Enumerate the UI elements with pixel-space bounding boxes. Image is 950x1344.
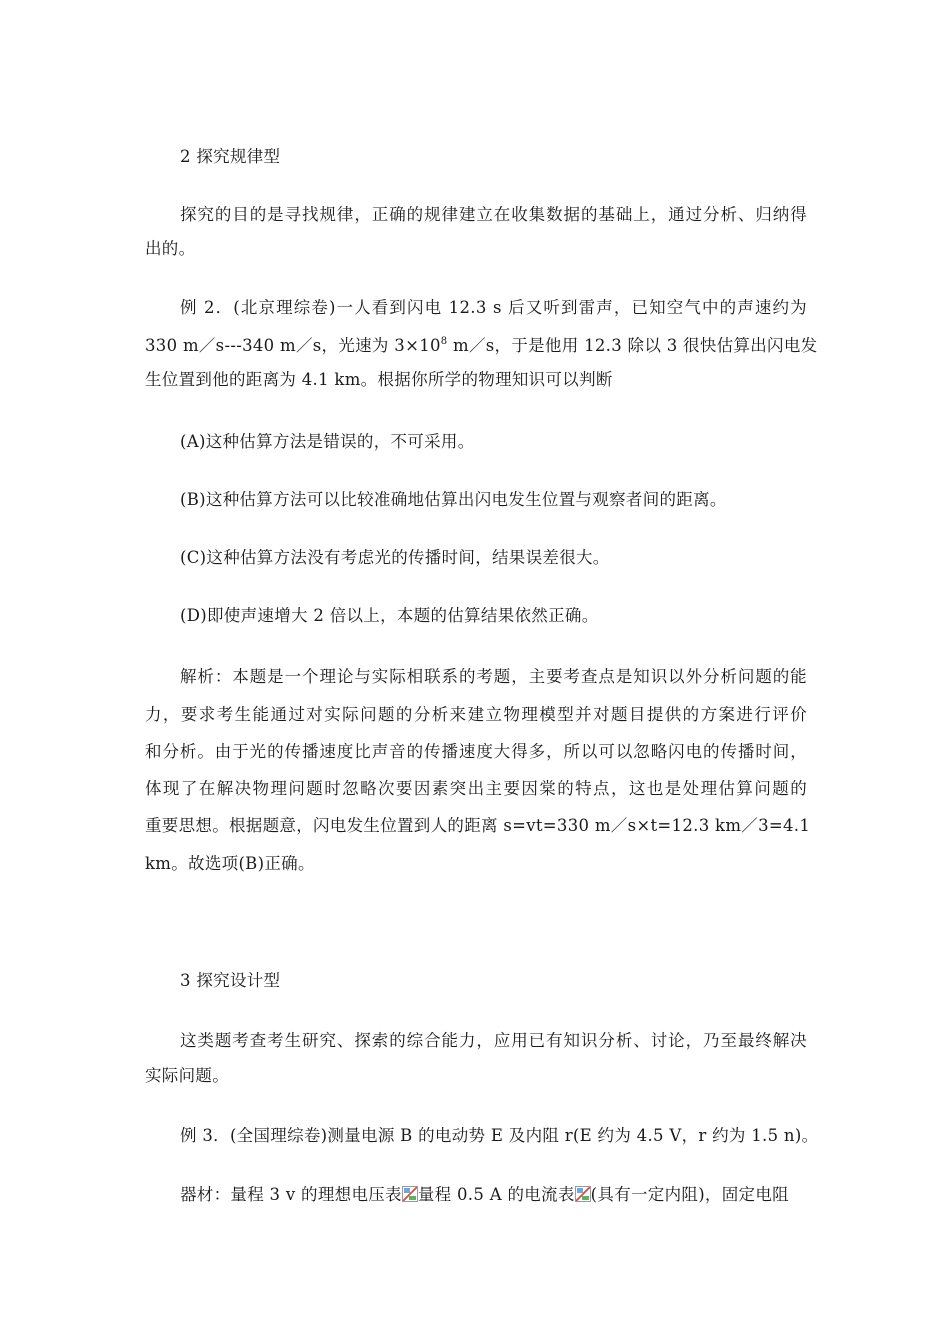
section-3-intro-line-2: 实际问题。	[145, 1066, 229, 1085]
section-3-heading: 3 探究设计型	[180, 971, 281, 990]
section-2-heading: 2 探究规律型	[180, 147, 281, 166]
option-c: (C)这种估算方法没有考虑光的传播时间，结果误差很大。	[180, 548, 610, 567]
option-b: (B)这种估算方法可以比较准确地估算出闪电发生位置与观察者间的距离。	[180, 490, 727, 509]
exponent: 8	[440, 336, 448, 347]
example-3-line-2: 器材：量程 3 v 的理想电压表 量程 0.5 A 的电流表 (具有一定内阻)，固定电阻	[180, 1185, 789, 1204]
analysis-line-1: 解析：本题是一个理论与实际相联系的考题，主要考查点是知识以外分析问题的能	[180, 667, 807, 686]
example-2-line-1: 例 2．(北京理综卷)一人看到闪电 12.3 s 后又听到雷声，已知空气中的声速约为	[180, 298, 807, 317]
analysis-line-3: 和分析。由于光的传播速度比声音的传播速度大得多，所以可以忽略闪电的传播时间，	[145, 742, 807, 761]
ammeter-image-icon	[575, 1186, 591, 1202]
example-3-line-1: 例 3．(全国理综卷)测量电源 B 的电动势 E 及内阻 r(E 约为 4.5 V，r 约为 1.5 n)。	[180, 1126, 819, 1145]
analysis-line-5: 重要思想。根据题意，闪电发生位置到人的距离 s=vt=330 m／s×t=12.3 km／3=4.1	[145, 816, 811, 835]
analysis-line-4: 体现了在解决物理问题时忽略次要因素突出主要因棠的特点，这也是处理估算问题的	[145, 779, 807, 798]
analysis-line-2: 力，要求考生能通过对实际问题的分析来建立物理模型并对题目提供的方案进行评价	[145, 705, 807, 724]
option-a: (A)这种估算方法是错误的，不可采用。	[180, 432, 475, 451]
section-2-intro-line-1: 探究的目的是寻找规律，正确的规律建立在收集数据的基础上，通过分析、归纳得	[180, 205, 807, 224]
section-2-intro-line-2: 出的。	[145, 239, 196, 258]
example-2-line-2: 330 m／s---340 m／s，光速为 $3\times 10^8$ m／s，于是他用 12.3 除以 3 很快估算出闪电发	[145, 336, 818, 355]
option-d: (D)即使声速增大 2 倍以上，本题的估算结果依然正确。	[180, 606, 599, 625]
example-2-line-3: 生位置到他的距离为 4.1 km。根据你所学的物理知识可以判断	[145, 370, 613, 389]
analysis-line-6: km。故选项(B)正确。	[145, 854, 315, 873]
section-3-intro-line-1: 这类题考查考生研究、探索的综合能力，应用已有知识分析、讨论，乃至最终解决	[180, 1031, 807, 1050]
voltmeter-image-icon	[402, 1186, 418, 1202]
